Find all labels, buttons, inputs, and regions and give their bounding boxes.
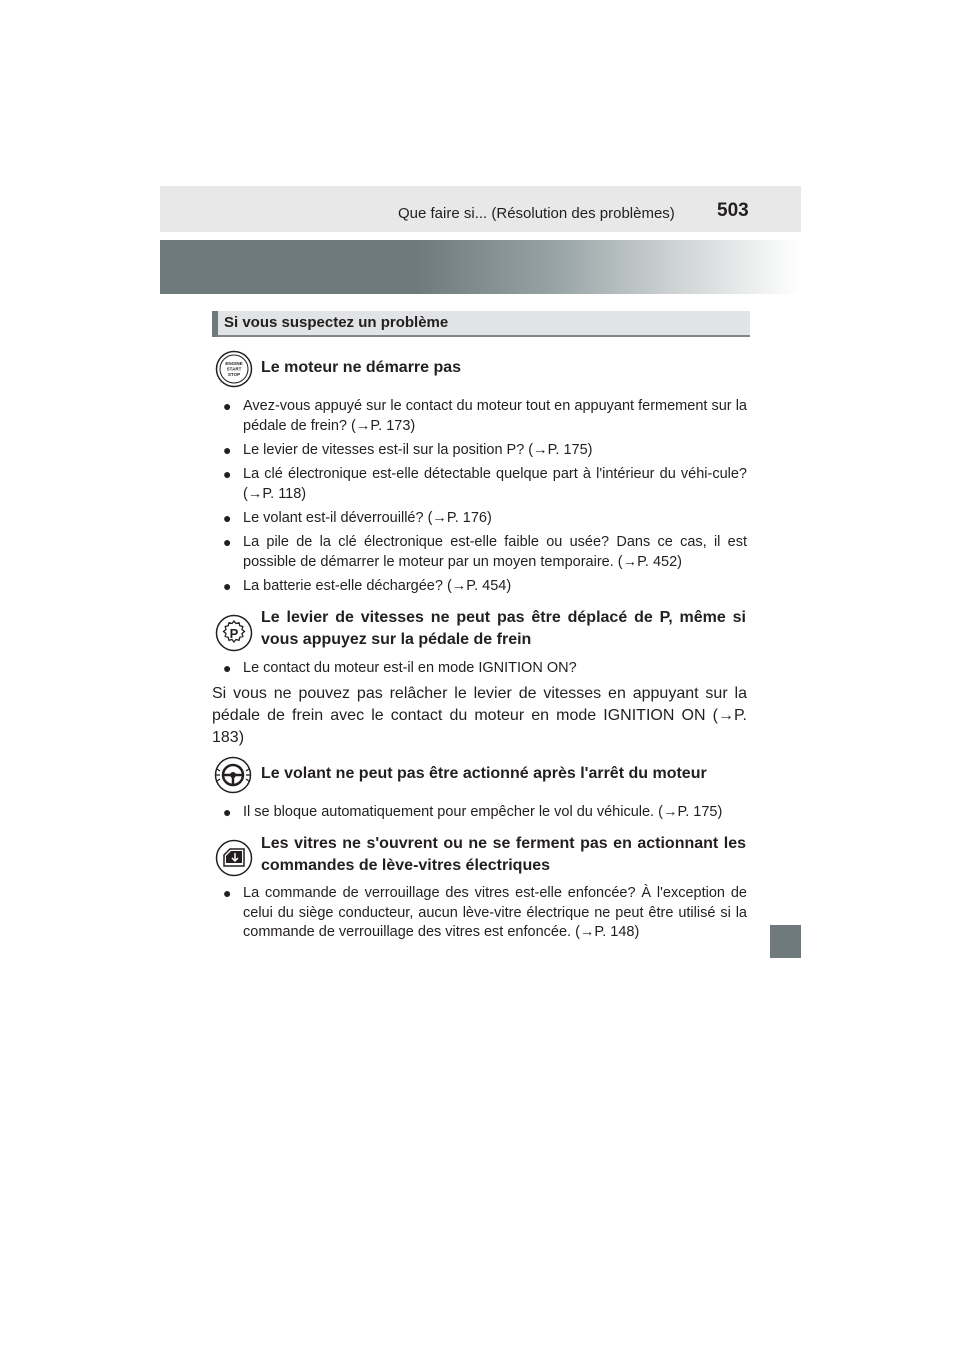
- page-number: 503: [717, 200, 749, 221]
- section-accent-bar: [212, 311, 218, 337]
- chapter-side-tab: [770, 925, 801, 958]
- steering-lock-icon: [213, 756, 251, 794]
- list-item: ● Le contact du moteur est-il en mode IGNITION ON?: [223, 659, 747, 679]
- chapter-title: Que faire si... (Résolution des problèmes): [398, 205, 675, 222]
- topic-heading-windows: Les vitres ne s'ouvrent ou ne se ferment pas en actionnant les commandes de lève-vitres électriques: [261, 835, 746, 874]
- list-item: ● Le volant est-il déverrouillé? (→P. 176): [223, 509, 747, 529]
- topic-heading-steering: Le volant ne peut pas être actionné après l'arrêt du moteur: [261, 765, 707, 782]
- engine-label: ENGINE: [225, 361, 243, 366]
- topic-heading-shift-lever: Le levier de vitesses ne peut pas être déplacé de P, même si vous appuyez sur la pédale de frein: [261, 609, 746, 648]
- engine-start-stop-icon: [215, 350, 253, 388]
- start-label: START: [226, 366, 242, 372]
- list-item: ● La batterie est-elle déchargée? (→P. 454): [223, 577, 747, 597]
- topic-heading-engine: Le moteur ne démarre pas: [261, 359, 462, 376]
- section-header: [212, 311, 750, 337]
- p-label: P: [229, 626, 239, 641]
- list-item: ● Il se bloque automatiquement pour empêcher le vol du véhicule. (→P. 175): [223, 803, 747, 823]
- list-item: ● Avez-vous appuyé sur le contact du moteur tout en appuyant fermement sur la pédale de frein? (→P. 173): [223, 397, 747, 436]
- list-item: ● Le levier de vitesses est-il sur la position P? (→P. 175): [223, 441, 747, 461]
- section-title: Si vous suspectez un problème: [224, 314, 449, 331]
- list-item: ● La clé électronique est-elle détectable quelque part à l'intérieur du véhi-cule? (→P. 118): [223, 465, 747, 504]
- list-item: ● La pile de la clé électronique est-elle faible ou usée? Dans ce cas, il est possible de démarrer le moteur par un moyen temporaire. (→P. 452): [223, 533, 747, 572]
- topic-paragraph: Si vous ne pouvez pas relâcher le levier de vitesses en appuyant sur la pédale de frein avec le contact du moteur en mode IGNITION ON (→P. 183): [212, 685, 747, 746]
- power-window-icon: [215, 839, 253, 877]
- shift-lock-warning-icon: [215, 614, 253, 652]
- stop-label: STOP: [227, 372, 241, 377]
- list-item: ● La commande de verrouillage des vitres est-elle enfoncée? À l'exception de celui du siège conducteur, aucun lève-vitre électrique ne peut être utilisé si la commande de verrouillage des vitres est enfoncée. (→P. 148): [223, 884, 747, 943]
- chapter-band: [160, 240, 801, 294]
